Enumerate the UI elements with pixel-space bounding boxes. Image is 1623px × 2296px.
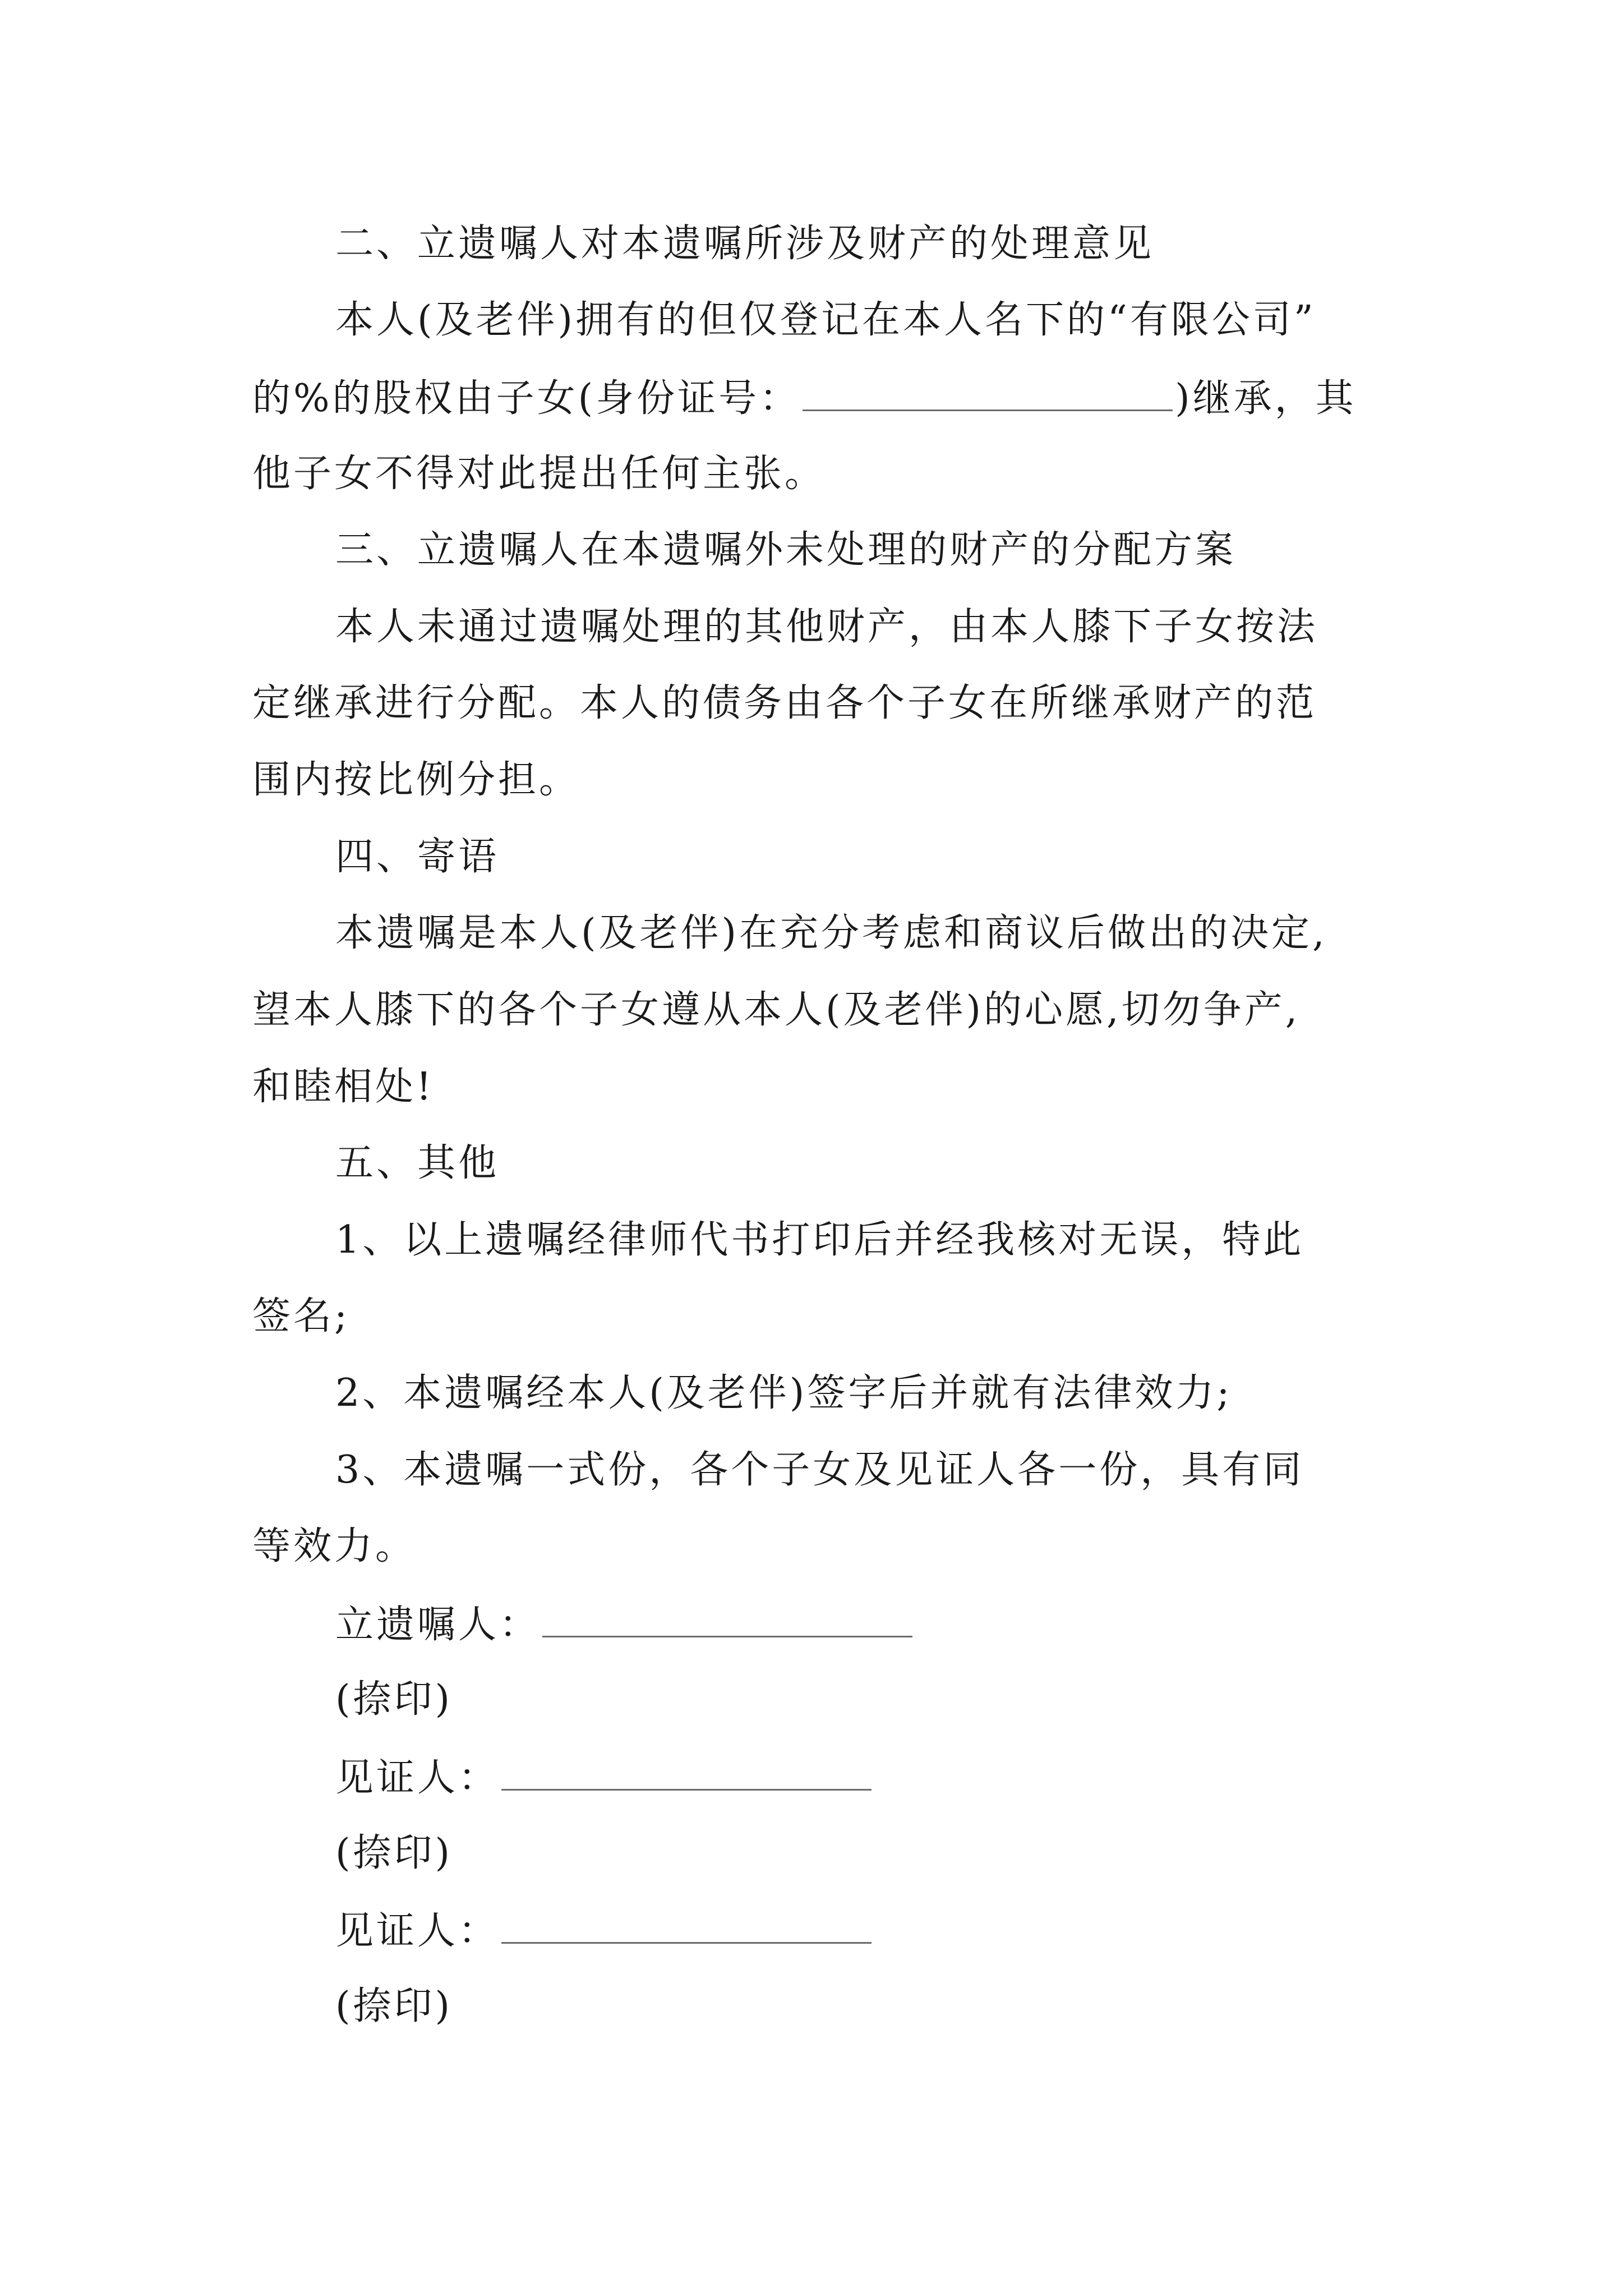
witness-2-thumbprint: (捺印) [335, 1984, 453, 2028]
section-2-paragraph-line-2 [252, 369, 1357, 425]
inherit-text: )继承，其 [1175, 376, 1357, 421]
section-5-item-1-line-2: 签名; [252, 1294, 350, 1338]
witness-1-signature-line [335, 1749, 874, 1805]
section-3-paragraph-line-2: 定继承进行分配。本人的债务由各个子女在所继承财产的范 [252, 681, 1317, 725]
witness-1-thumbprint: (捺印) [335, 1831, 453, 1875]
section-4-paragraph-line-3: 和睦相处! [252, 1065, 435, 1109]
witness-1-signature-blank[interactable] [501, 1749, 872, 1791]
witness-1-label: 见证人： [335, 1756, 500, 1800]
section-4-paragraph-line-2: 望本人膝下的各个子女遵从本人(及老伴)的心愿,切勿争产, [252, 988, 1301, 1032]
section-5-heading: 五、其他 [335, 1141, 500, 1185]
section-5-item-3-line-1: 3、本遗嘱一式份，各个子女及见证人各一份，具有同 [335, 1448, 1304, 1492]
section-2-heading: 二、立遗嘱人对本遗嘱所涉及财产的处理意见 [335, 222, 1155, 266]
testator-signature-blank[interactable] [542, 1595, 912, 1637]
witness-2-label: 见证人： [335, 1909, 500, 1953]
witness-2-signature-line [335, 1902, 874, 1958]
section-4-paragraph-line-1: 本遗嘱是本人(及老伴)在充分考虑和商议后做出的决定, [335, 911, 1327, 955]
section-3-paragraph-line-1: 本人未通过遗嘱处理的其他财产，由本人膝下子女按法 [335, 605, 1318, 649]
section-5-item-2: 2、本遗嘱经本人(及老伴)签字后并就有法律效力; [335, 1371, 1233, 1415]
section-3-paragraph-line-3: 围内按比例分担。 [252, 758, 580, 802]
section-2-paragraph-line-3: 他子女不得对此提出任何主张。 [252, 452, 826, 496]
section-3-heading: 三、立遗嘱人在本遗嘱外未处理的财产的分配方案 [335, 528, 1237, 572]
testator-label: 立遗嘱人： [335, 1603, 541, 1647]
testator-thumbprint: (捺印) [335, 1677, 453, 1722]
section-5-item-3-line-2: 等效力。 [252, 1524, 417, 1568]
id-number-label: 的%的股权由子女(身份证号： [252, 376, 801, 421]
id-number-blank[interactable] [803, 369, 1173, 411]
testator-signature-line [335, 1595, 915, 1651]
section-2-paragraph-line-1: 本人(及老伴)拥有的但仅登记在本人名下的“有限公司” [335, 298, 1316, 342]
section-5-item-1-line-1: 1、以上遗嘱经律师代书打印后并经我核对无误，特此 [335, 1218, 1304, 1262]
section-4-heading: 四、寄语 [335, 835, 500, 879]
witness-2-signature-blank[interactable] [501, 1902, 872, 1944]
